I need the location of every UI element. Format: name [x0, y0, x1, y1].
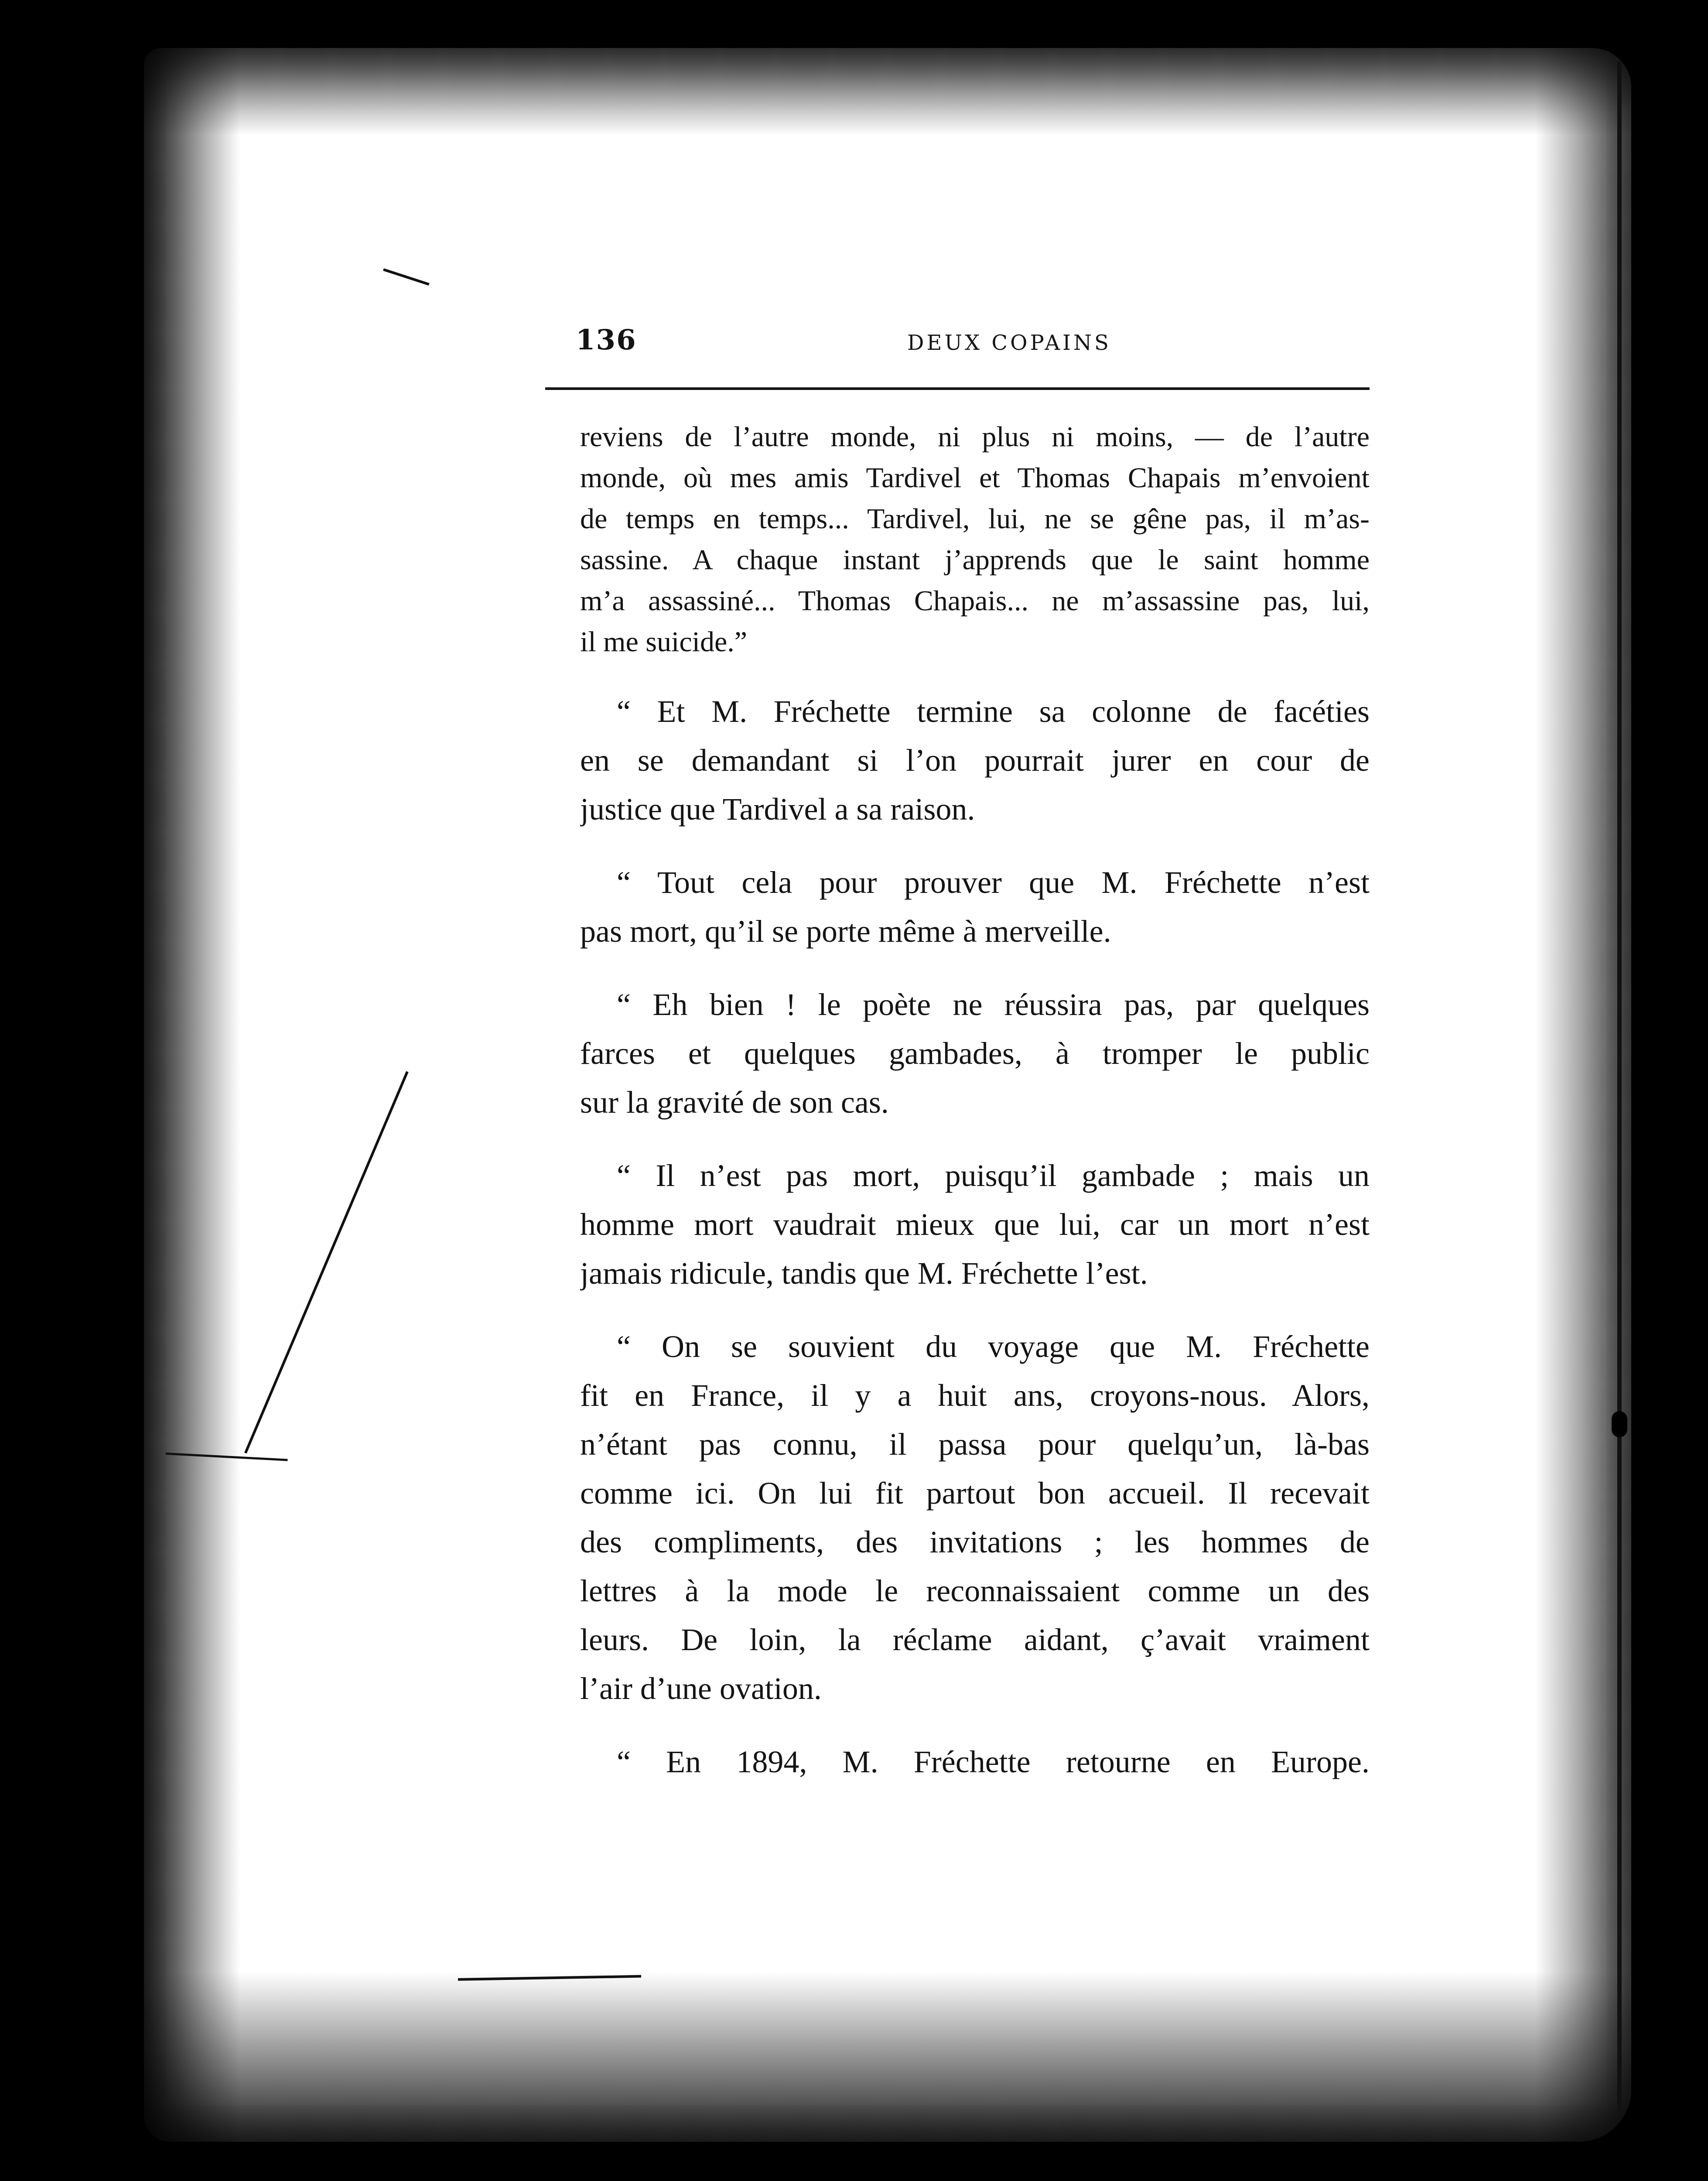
text-line: il me suicide.”	[580, 626, 748, 658]
scan-shadow-bottom	[144, 1972, 1631, 2142]
binding-mark	[1612, 1411, 1627, 1437]
text-line: “ Tout cela pour prouver que M. Fréchette n’est	[617, 865, 1370, 900]
page-header	[576, 324, 1370, 363]
text-line: comme ici. On lui fit partout bon accueil. Il recevait	[580, 1476, 1370, 1511]
text-line: leurs. De loin, la réclame aidant, ç’avait vraiment	[580, 1622, 1370, 1657]
text-line: monde, où mes amis Tardivel et Thomas Chapais m’envoient	[580, 462, 1370, 494]
text-line: farces et quelques gambades, à tromper le public	[580, 1036, 1370, 1071]
text-line: l’air d’une ovation.	[580, 1671, 822, 1706]
text-line: de temps en temps... Tardivel, lui, ne se gêne pas, il m’as-	[580, 503, 1370, 535]
paragraph	[580, 1322, 1370, 1713]
paragraph	[580, 417, 1370, 663]
scan-shadow-left	[144, 48, 240, 2142]
text-line: homme mort vaudrait mieux que lui, car un mort n’est	[580, 1207, 1370, 1242]
text-line: “ En 1894, M. Fréchette retourne en Europe.	[617, 1744, 1370, 1779]
paragraph	[580, 687, 1370, 834]
paragraph	[580, 980, 1370, 1127]
binding-edge-line	[1617, 61, 1622, 2111]
scan-shadow-right	[1535, 48, 1631, 2142]
page-number: 136	[576, 324, 637, 356]
body-text	[580, 417, 1370, 1786]
text-line: lettres à la mode le reconnaissaient comme un des	[580, 1573, 1370, 1608]
text-line: jamais ridicule, tandis que M. Fréchette l’est.	[580, 1256, 1148, 1291]
text-line: sur la gravité de son cas.	[580, 1085, 889, 1120]
text-line: n’étant pas connu, il passa pour quelqu’un, là-bas	[580, 1427, 1370, 1462]
text-line: sassine. A chaque instant j’apprends que le saint homme	[580, 544, 1370, 576]
text-line: pas mort, qu’il se porte même à merveille.	[580, 914, 1111, 949]
text-line: reviens de l’autre monde, ni plus ni moins, — de l’autre	[580, 421, 1370, 453]
header-rule	[545, 387, 1370, 390]
text-line: “ Eh bien ! le poète ne réussira pas, par quelques	[617, 987, 1370, 1022]
text-line: “ On se souvient du voyage que M. Fréchette	[617, 1329, 1370, 1364]
text-line: m’a assassiné... Thomas Chapais... ne m’assassine pas, lui,	[580, 585, 1370, 617]
paragraph	[580, 1151, 1370, 1298]
text-line: “ Il n’est pas mort, puisqu’il gambade ; mais un	[617, 1158, 1370, 1193]
text-line: “ Et M. Fréchette termine sa colonne de facéties	[617, 694, 1370, 729]
text-line: fit en France, il y a huit ans, croyons-nous. Alors,	[580, 1378, 1370, 1413]
text-line: justice que Tardivel a sa raison.	[580, 792, 975, 827]
scan-shadow-top	[144, 48, 1631, 135]
text-line: en se demandant si l’on pourrait jurer en cour de	[580, 743, 1370, 778]
text-line: des compliments, des invitations ; les hommes de	[580, 1525, 1370, 1559]
running-title: DEUX COPAINS	[907, 331, 1111, 355]
paragraph	[580, 1737, 1370, 1786]
paragraph	[580, 858, 1370, 956]
